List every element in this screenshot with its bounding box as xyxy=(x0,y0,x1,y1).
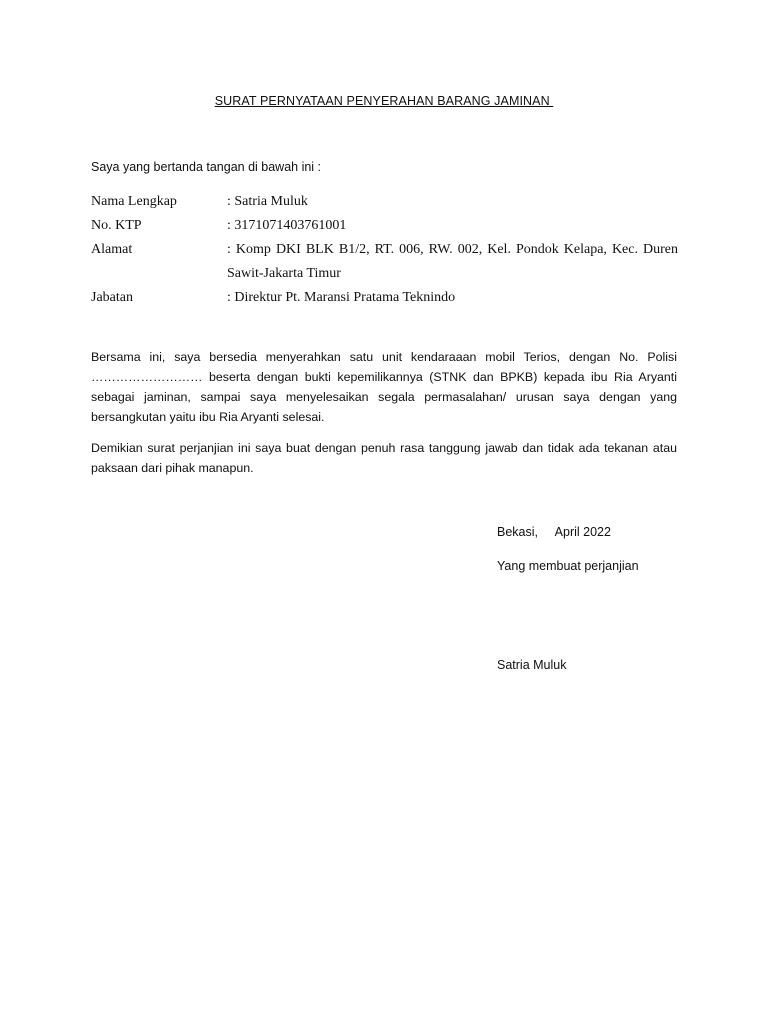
identity-block xyxy=(91,190,678,310)
identity-label: Nama Lengkap xyxy=(91,194,177,209)
identity-value: : Direktur Pt. Maransi Pratama Teknindo xyxy=(227,290,456,305)
signatory-name: Satria Muluk xyxy=(497,658,567,672)
identity-value: : Komp DKI BLK B1/2, RT. 006, RW. 002, Kel. Pondok Kelapa, Kec. Duren Sawit-Jakarta Timur xyxy=(227,242,678,281)
identity-label: Jabatan xyxy=(91,290,133,305)
identity-label: Alamat xyxy=(91,242,133,257)
closing-paragraph: Demikian surat perjanjian ini saya buat dengan penuh rasa tanggung jawab dan tidak ada tekanan atau paksaan dari pihak manapun. xyxy=(91,441,677,475)
identity-label: No. KTP xyxy=(91,218,142,233)
identity-value: : Satria Muluk xyxy=(227,194,308,209)
identity-row-ktp xyxy=(91,214,678,238)
signature-role: Yang membuat perjanjian xyxy=(497,559,639,573)
statement-paragraph: Bersama ini, saya bersedia menyerahkan satu unit kendaraaan mobil Terios, dengan No. Polisi ……………………… beserta dengan bukti kepemilikannya (STNK dan BPKB) kepada ibu Ria Aryanti sebagai jaminan, sampai saya menyelesaikan segala permasalahan/ urusan saya dengan yang bersangkutan yaitu ibu Ria Aryanti selesai. xyxy=(91,350,677,424)
identity-row-address xyxy=(91,238,678,286)
document-title: SURAT PERNYATAAN PENYERAHAN BARANG JAMINAN xyxy=(214,94,554,108)
signature-place-date: Bekasi, April 2022 xyxy=(497,525,611,539)
identity-row-position xyxy=(91,286,678,310)
intro-text: Saya yang bertanda tangan di bawah ini : xyxy=(91,160,322,174)
identity-value: : 3171071403761001 xyxy=(227,218,347,233)
identity-row-name xyxy=(91,190,678,214)
